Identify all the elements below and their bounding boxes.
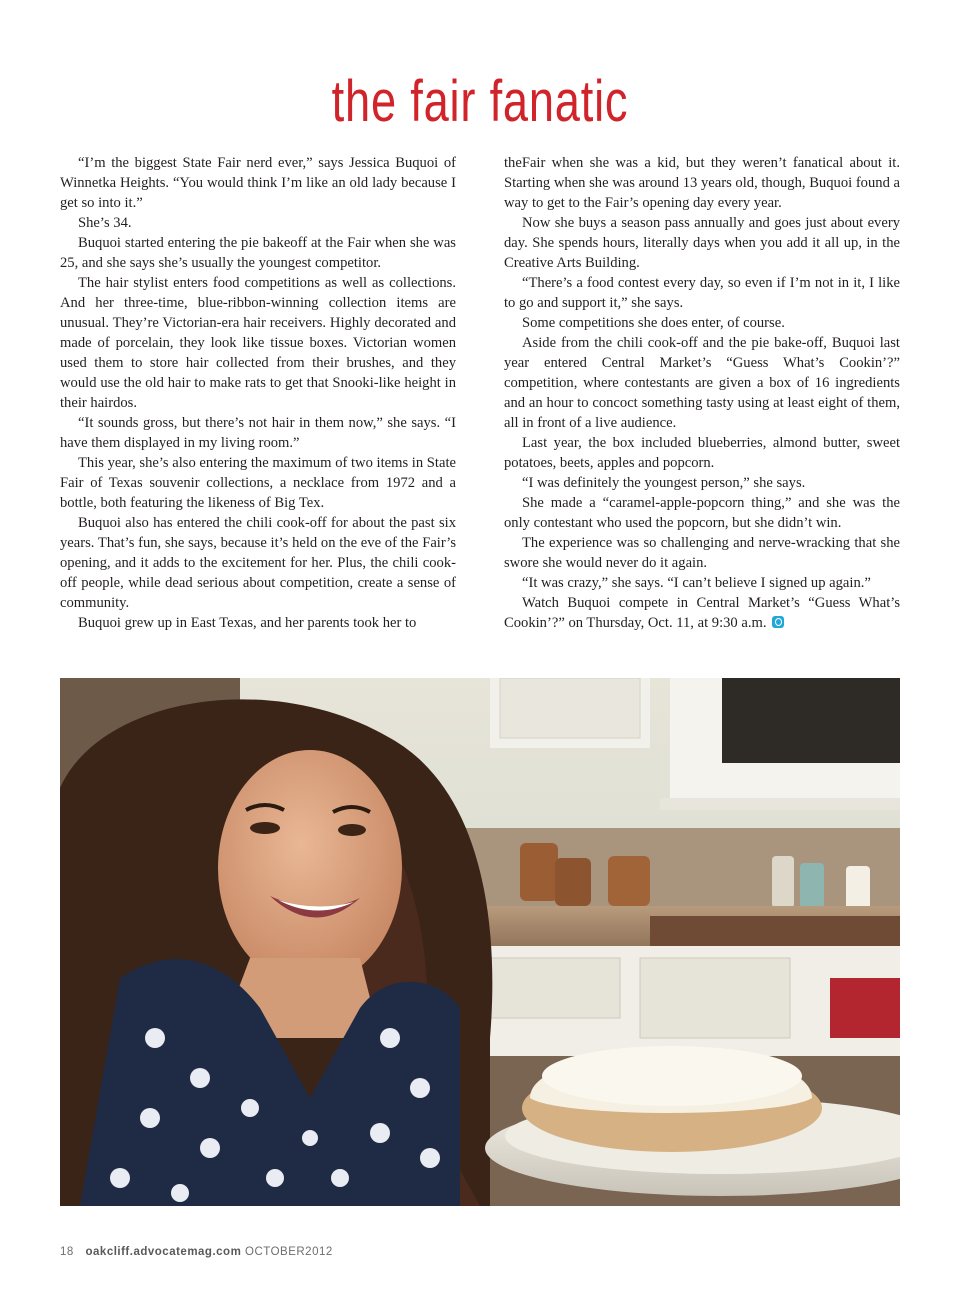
footer-issue-date: OCTOBER2012 (245, 1246, 333, 1258)
article-paragraph: “I’m the biggest State Fair nerd ever,” says Jessica Buquoi of Winnetka Heights. “You would think I’m like an old lady because I get so into it.” (60, 155, 456, 211)
article-title: the fair fanatic (331, 69, 629, 134)
feature-photo (60, 678, 900, 1206)
article-column-right (504, 153, 900, 633)
page-number: 18 (60, 1246, 74, 1258)
article-paragraph-continued: theFair when she was a kid, but they weren’t fanatical about it. Starting when she was around 13 years old, though, Buquoi found a way to get to the Fair’s opening day every year. (504, 155, 900, 211)
page-footer (60, 1246, 333, 1258)
article-paragraph: She’s 34. (78, 215, 132, 231)
article-paragraph: Last year, the box included blueberries, almond butter, sweet potatoes, beets, apples and popcorn. (504, 435, 900, 471)
article-paragraph: This year, she’s also entering the maximum of two items in State Fair of Texas souvenir collections, a necklace from 1972 and a bottle, both featuring the likeness of Big Tex. (60, 455, 456, 511)
footer-site-url: oakcliff.advocatemag.com (85, 1246, 242, 1258)
article-paragraph: Aside from the chili cook-off and the pie bake-off, Buquoi last year entered Central Market’s “Guess What’s Cookin’?” competition, where contestants are given a box of 16 ingredients and an hour to concoct something tasty using at least eight of them, all in front of a live audience. (504, 335, 900, 431)
article-paragraph: She made a “caramel-apple-popcorn thing,” and she was the only contestant who used the popcorn, but she didn’t win. (504, 495, 900, 531)
article-paragraph: Some competitions she does enter, of course. (522, 315, 785, 331)
closing-paragraph (504, 593, 900, 633)
closing-text: Watch Buquoi compete in Central Market’s “Guess What’s Cookin’?” on Thursday, Oct. 11, at 9:30 a.m. (504, 595, 900, 631)
article-paragraph: “It sounds gross, but there’s not hair in them now,” she says. “I have them displayed in my living room.” (60, 415, 456, 451)
article-paragraph: “There’s a food contest every day, so even if I’m not in it, I like to go and support it,” she says. (504, 275, 900, 311)
article-paragraph: Now she buys a season pass annually and goes just about every day. She spends hours, literally days when you add it all up, in the Creative Arts Building. (504, 215, 900, 271)
article-paragraph: Buquoi started entering the pie bakeoff at the Fair when she was 25, and she says she’s usually the youngest competitor. (60, 235, 456, 271)
article-paragraph: “I was definitely the youngest person,” she says. (522, 475, 806, 491)
advocate-end-mark-icon (772, 616, 784, 628)
article-paragraph: The hair stylist enters food competitions as well as collections. And her three-time, blue-ribbon-winning collection items are unusual. They’re Victorian-era hair receivers. Highly decorated and made of porcelain, they look like tissue boxes. Victorian women used them to store hair collected from their brushes, and they would use the old hair to make rats to get that Snooki-like height in their hairdos. (60, 275, 456, 411)
article-paragraph: “It was crazy,” she says. “I can’t believe I signed up again.” (522, 575, 871, 591)
article-paragraph: The experience was so challenging and nerve-wracking that she swore she would never do it again. (504, 535, 900, 571)
article-column-left (60, 153, 456, 633)
article-paragraph: Buquoi also has entered the chili cook-off for about the past six years. That’s fun, she says, because it’s held on the eve of the Fair’s opening, and it adds to the excitement for her. Plus, the chili cook-off people, while dead serious about competition, create a sense of community. (60, 515, 456, 611)
article-paragraph: Buquoi grew up in East Texas, and her parents took her to (78, 615, 417, 631)
